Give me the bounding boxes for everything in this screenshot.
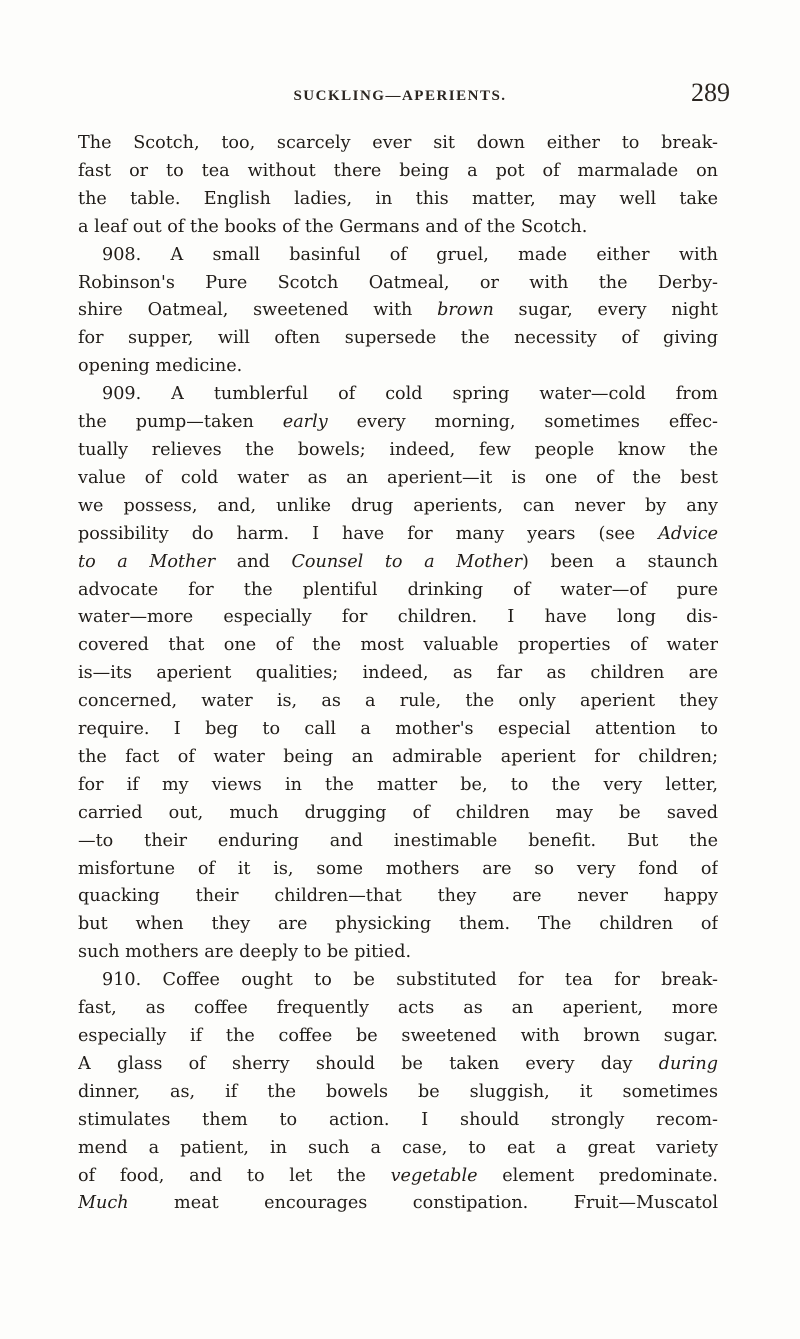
text-line: the table. English ladies, in this matter, may well take [78, 188, 718, 209]
page-number: 289 [691, 78, 730, 107]
text-line: 910. Coffee ought to be substituted for tea for break- [102, 970, 718, 991]
text-line: tually relieves the bowels; indeed, few people know the [78, 439, 718, 460]
text-line: of food, and to let the vegetable element predominate. [78, 1165, 718, 1186]
body-text [78, 130, 718, 1218]
text-line: the fact of water being an admirable aperient for children; [78, 746, 718, 767]
text-line: fast or to tea without there being a pot of marmalade on [78, 160, 718, 181]
text-line: The Scotch, too, scarcely ever sit down either to break- [78, 133, 718, 153]
text-line: quacking their children—that they are never happy [78, 886, 718, 907]
text-line: such mothers are deeply to be pitied. [78, 942, 412, 963]
text-line: for if my views in the matter be, to the very letter, [78, 774, 718, 795]
text-line: is—its aperient qualities; indeed, as far as children are [78, 663, 718, 684]
text-line: we possess, and, unlike drug aperients, can never by any [78, 495, 718, 516]
text-line: require. I beg to call a mother's especial attention to [78, 719, 718, 740]
text-line: 908. A small basinful of gruel, made either with [102, 244, 718, 265]
text-line: covered that one of the most valuable properties of water [78, 635, 718, 656]
text-line: advocate for the plentiful drinking of water—of pure [78, 579, 718, 600]
text-line: misfortune of it is, some mothers are so very fond of [78, 858, 718, 879]
text-line: 909. A tumblerful of cold spring water—cold from [102, 384, 718, 405]
text-line: stimulates them to action. I should strongly recom- [78, 1109, 718, 1130]
text-line: dinner, as, if the bowels be sluggish, it sometimes [78, 1081, 718, 1102]
text-line: value of cold water as an aperient—it is one of the best [78, 467, 718, 488]
text-line: mend a patient, in such a case, to eat a great variety [78, 1137, 718, 1158]
text-line: opening medicine. [78, 356, 243, 377]
text-line: A glass of sherry should be taken every day during [78, 1053, 718, 1074]
text-line: water—more especially for children. I have long dis- [78, 607, 718, 628]
text-line: shire Oatmeal, sweetened with brown sugar, every night [78, 300, 718, 321]
text-line: for supper, will often supersede the necessity of giving [78, 328, 718, 349]
text-line: concerned, water is, as a rule, the only aperient they [78, 691, 718, 712]
text-line: to a Mother and Counsel to a Mother) been a staunch [78, 551, 718, 572]
text-line: Much meat encourages constipation. Fruit—Muscatol [78, 1193, 718, 1214]
text-line: fast, as coffee frequently acts as an aperient, more [78, 998, 718, 1019]
text-line: —to their enduring and inestimable benefit. But the [78, 830, 718, 851]
text-line: especially if the coffee be sweetened with brown sugar. [78, 1026, 718, 1046]
text-line: carried out, much drugging of children may be saved [78, 802, 718, 823]
text-line: possibility do harm. I have for many years (see Advice [78, 523, 718, 544]
text-line: the pump—taken early every morning, sometimes effec- [78, 412, 718, 433]
running-head: SUCKLING—APERIENTS. [293, 88, 507, 104]
text-line: but when they are physicking them. The children of [78, 914, 718, 935]
text-line: a leaf out of the books of the Germans and of the Scotch. [78, 216, 588, 237]
text-line: Robinson's Pure Scotch Oatmeal, or with the Derby- [78, 272, 718, 293]
